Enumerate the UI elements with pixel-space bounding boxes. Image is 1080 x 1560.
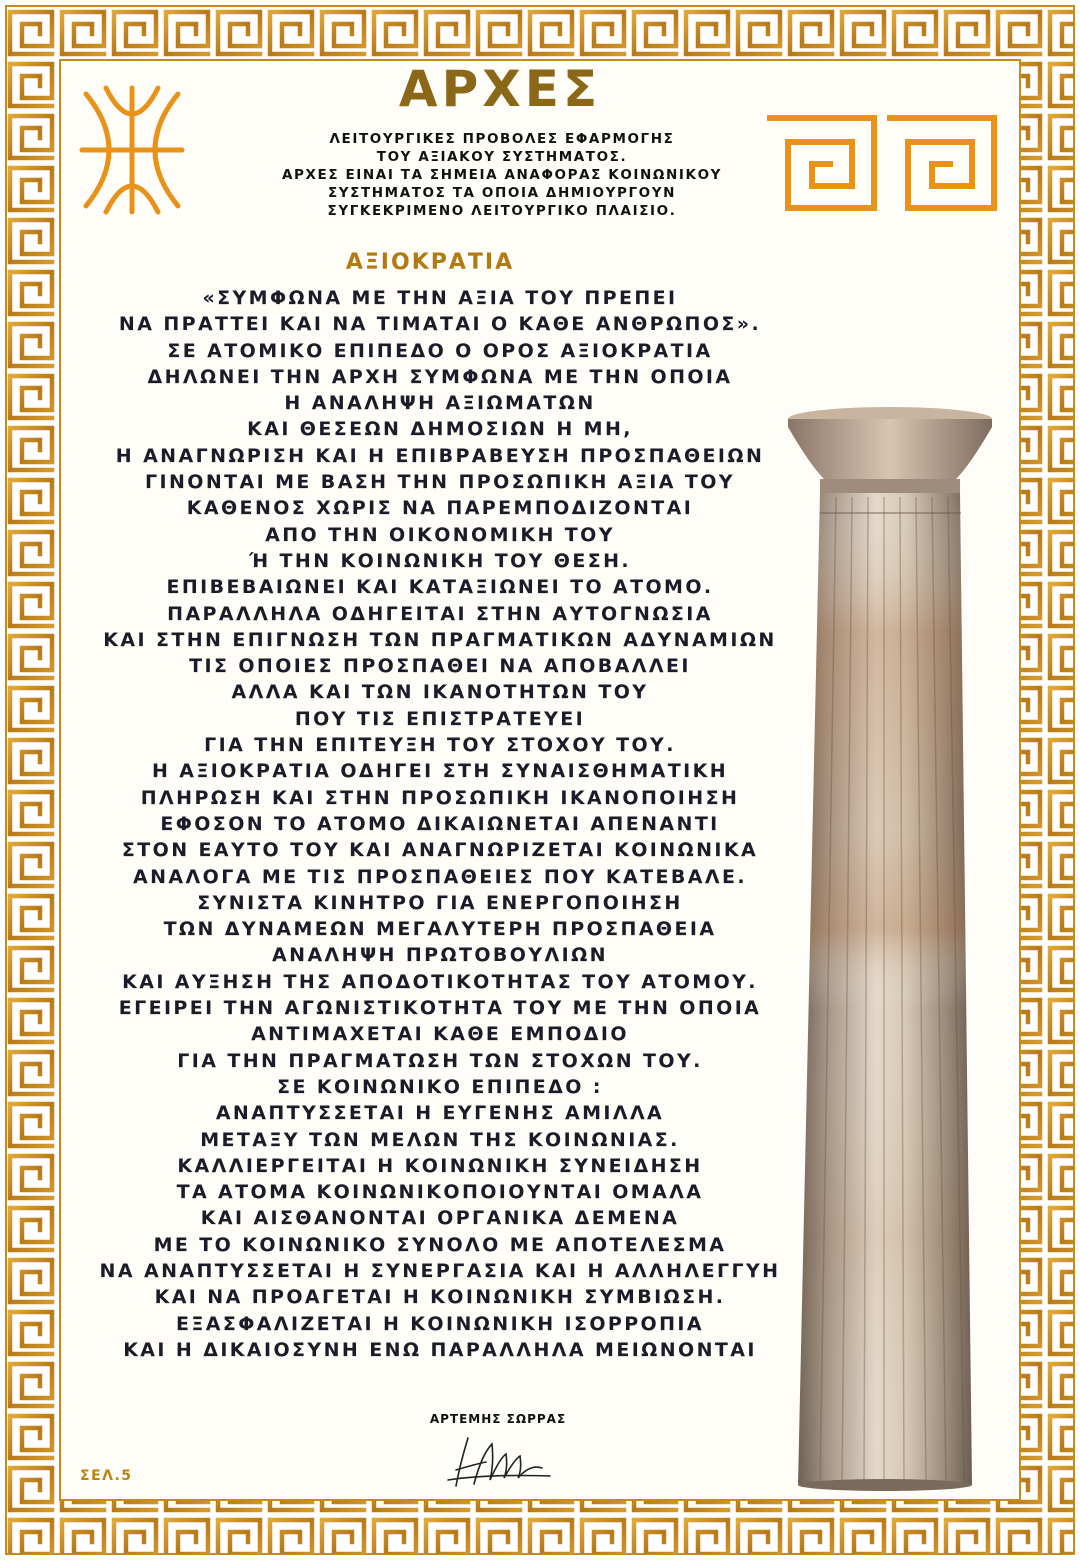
body-line: ΑΛΛΑ ΚΑΙ ΤΩΝ ΙΚΑΝΟΤΗΤΩΝ ΤΟΥ (231, 681, 649, 704)
intro-line: ΑΡΧΕΣ ΕΙΝΑΙ ΤΑ ΣΗΜΕΙΑ ΑΝΑΦΟΡΑΣ ΚΟΙΝΩΝΙΚΟΥ (281, 167, 723, 183)
body-line: ΠΑΡΑΛΛΗΛΑ ΟΔΗΓΕΙΤΑΙ ΣΤΗΝ ΑΥΤΟΓΝΩΣΙΑ (167, 602, 713, 625)
intro-line: ΛΕΙΤΟΥΡΓΙΚΕΣ ΠΡΟΒΟΛΕΣ ΕΦΑΡΜΟΓΗΣ (329, 131, 675, 147)
body-line: ΚΑΙ Η ΔΙΚΑΙΟΣΥΝΗ ΕΝΩ ΠΑΡΑΛΛΗΛΑ ΜΕΙΩΝΟΝΤΑΙ (123, 1338, 757, 1361)
body-line: ΕΠΙΒΕΒΑΙΩΝΕΙ ΚΑΙ ΚΑΤΑΞΙΩΝΕΙ ΤΟ ΑΤΟΜΟ. (166, 576, 714, 599)
body-line: ΚΑΛΛΙΕΡΓΕΙΤΑΙ Η ΚΟΙΝΩΝΙΚΗ ΣΥΝΕΙΔΗΣΗ (177, 1154, 703, 1177)
body-line: ΣΕ ΑΤΟΜΙΚΟ ΕΠΙΠΕΔΟ Ο ΟΡΟΣ ΑΞΙΟΚΡΑΤΙΑ (167, 339, 713, 362)
body-line: «ΣΥΜΦΩΝΑ ΜΕ ΤΗΝ ΑΞΙΑ ΤΟΥ ΠΡΕΠΕΙ (202, 287, 678, 309)
body-line: ΣΤΟΝ ΕΑΥΤΟ ΤΟΥ ΚΑΙ ΑΝΑΓΝΩΡΙΖΕΤΑΙ ΚΟΙΝΩΝΙΚΑ (121, 839, 759, 862)
body-line: ΑΝΑΠΤΥΣΣΕΤΑΙ Η ΕΥΓΕΝΗΣ ΑΜΙΛΛΑ (215, 1102, 665, 1125)
body-line: ΕΞΑΣΦΑΛΙΖΕΤΑΙ Η ΚΟΙΝΩΝΙΚΗ ΙΣΟΡΡΟΠΙΑ (175, 1312, 704, 1335)
body-line: Η ΑΝΑΓΝΩΡΙΣΗ ΚΑΙ Η ΕΠΙΒΡΑΒΕΥΣΗ ΠΡΟΣΠΑΘΕΙΩΝ (115, 444, 765, 467)
body-line: ΓΙΝΟΝΤΑΙ ΜΕ ΒΑΣΗ ΤΗΝ ΠΡΟΣΩΠΙΚΗ ΑΞΙΑ ΤΟΥ (145, 471, 735, 494)
body-line: ΤΙΣ ΟΠΟΙΕΣ ΠΡΟΣΠΑΘΕΙ ΝΑ ΑΠΟΒΑΛΛΕΙ (189, 655, 691, 678)
body-line: ΠΛΗΡΩΣΗ ΚΑΙ ΣΤΗΝ ΠΡΟΣΩΠΙΚΗ ΙΚΑΝΟΠΟΙΗΣΗ (140, 786, 740, 809)
body-line: ΜΕ ΤΟ ΚΟΙΝΩΝΙΚΟ ΣΥΝΟΛΟ ΜΕ ΑΠΟΤΕΛΕΣΜΑ (153, 1233, 727, 1256)
body-line: ΔΗΛΩΝΕΙ ΤΗΝ ΑΡΧΗ ΣΥΜΦΩΝΑ ΜΕ ΤΗΝ ΟΠΟΙΑ (147, 365, 733, 388)
signature (446, 1434, 556, 1490)
author-name: ΑΡΤΕΜΗΣ ΣΩΡΡΑΣ (429, 1412, 567, 1426)
star-symbol-icon (76, 80, 188, 220)
intro-line: ΣΥΣΤΗΜΑΤΟΣ ΤΑ ΟΠΟΙΑ ΔΗΜΙΟΥΡΓΟΥΝ (327, 185, 677, 201)
body-line: ΚΑΙ ΝΑ ΠΡΟΑΓΕΤΑΙ Η ΚΟΙΝΩΝΙΚΗ ΣΥΜΒΙΩΣΗ. (154, 1286, 726, 1309)
body-line: ΣΥΝΙΣΤΑ ΚΙΝΗΤΡΟ ΓΙΑ ΕΝΕΡΓΟΠΟΙΗΣΗ (197, 891, 683, 914)
body-line: ΚΑΘΕΝΟΣ ΧΩΡΙΣ ΝΑ ΠΑΡΕΜΠΟΔΙΖΟΝΤΑΙ (186, 497, 694, 520)
section-heading: ΑΞΙΟΚΡΑΤΙΑ (345, 250, 515, 275)
body-line: ΤΩΝ ΔΥΝΑΜΕΩΝ ΜΕΓΑΛΥΤΕΡΗ ΠΡΟΣΠΑΘΕΙΑ (163, 918, 717, 941)
section-body (60, 285, 820, 1363)
body-line: ΕΓΕΙΡΕΙ ΤΗΝ ΑΓΩΝΙΣΤΙΚΟΤΗΤΑ ΤΟΥ ΜΕ ΤΗΝ ΟΠΟΙΑ (118, 997, 762, 1020)
body-line: Η ΑΞΙΟΚΡΑΤΙΑ ΟΔΗΓΕΙ ΣΤΗ ΣΥΝΑΙΣΘΗΜΑΤΙΚΗ (151, 760, 729, 783)
body-line: Ή ΤΗΝ ΚΟΙΝΩΝΙΚΗ ΤΟΥ ΘΕΣΗ. (248, 549, 632, 572)
body-line: ΓΙΑ ΤΗΝ ΠΡΑΓΜΑΤΩΣΗ ΤΩΝ ΣΤΟΧΩΝ ΤΟΥ. (177, 1049, 703, 1072)
greek-key-icon (764, 114, 1000, 212)
body-line: Η ΑΝΑΛΗΨΗ ΑΞΙΩΜΑΤΩΝ (284, 392, 596, 415)
body-line: ΚΑΙ ΑΙΣΘΑΝΟΝΤΑΙ ΟΡΓΑΝΙΚΑ ΔΕΜΕΝΑ (200, 1207, 680, 1230)
body-line: ΝΑ ΠΡΑΤΤΕΙ ΚΑΙ ΝΑ ΤΙΜΑΤΑΙ Ο ΚΑΘΕ ΑΝΘΡΩΠΟΣ». (118, 313, 762, 336)
page-title: ΑΡΧΕΣ (398, 60, 602, 118)
body-line: ΝΑ ΑΝΑΠΤΥΣΣΕΤΑΙ Η ΣΥΝΕΡΓΑΣΙΑ ΚΑΙ Η ΑΛΛΗΛΕΓΓΥΗ (99, 1259, 781, 1282)
body-line: ΣΕ ΚΟΙΝΩΝΙΚΟ ΕΠΙΠΕΔΟ : (277, 1075, 603, 1098)
body-line: ΓΙΑ ΤΗΝ ΕΠΙΤΕΥΞΗ ΤΟΥ ΣΤΟΧΟΥ ΤΟΥ. (204, 734, 676, 757)
intro-line: ΤΟΥ ΑΞΙΑΚΟΥ ΣΥΣΤΗΜΑΤΟΣ. (376, 149, 628, 165)
body-line: ΚΑΙ ΣΤΗΝ ΕΠΙΓΝΩΣΗ ΤΩΝ ΠΡΑΓΜΑΤΙΚΩΝ ΑΔΥΝΑΜΙΩΝ (103, 628, 777, 651)
intro-text (232, 130, 772, 220)
body-line: ΜΕΤΑΞΥ ΤΩΝ ΜΕΛΩΝ ΤΗΣ ΚΟΙΝΩΝΙΑΣ. (200, 1128, 680, 1151)
body-line: ΑΝΤΙΜΑΧΕΤΑΙ ΚΑΘΕ ΕΜΠΟΔΙΟ (251, 1023, 629, 1046)
body-line: ΤΑ ΑΤΟΜΑ ΚΟΙΝΩΝΙΚΟΠΟΙΟΥΝΤΑΙ ΟΜΑΛΑ (176, 1181, 704, 1204)
intro-line: ΣΥΓΚΕΚΡΙΜΕΝΟ ΛΕΙΤΟΥΡΓΙΚΟ ΠΛΑΙΣΙΟ. (327, 203, 677, 219)
body-line: ΑΝΑΛΗΨΗ ΠΡΩΤΟΒΟΥΛΙΩΝ (272, 944, 608, 967)
body-line: ΕΦΟΣΟΝ ΤΟ ΑΤΟΜΟ ΔΙΚΑΙΩΝΕΤΑΙ ΑΠΕΝΑΝΤΙ (160, 812, 720, 835)
body-line: ΠΟΥ ΤΙΣ ΕΠΙΣΤΡΑΤΕΥΕΙ (294, 707, 586, 730)
body-line: ΚΑΙ ΘΕΣΕΩΝ ΔΗΜΟΣΙΩΝ Η ΜΗ, (247, 418, 633, 441)
page-number: ΣΕΛ.5 (80, 1468, 133, 1484)
body-line: ΑΝΑΛΟΓΑ ΜΕ ΤΙΣ ΠΡΟΣΠΑΘΕΙΕΣ ΠΟΥ ΚΑΤΕΒΑΛΕ. (133, 865, 747, 888)
body-line: ΑΠΟ ΤΗΝ ΟΙΚΟΝΟΜΙΚΗ ΤΟΥ (265, 523, 615, 546)
body-line: ΚΑΙ ΑΥΞΗΣΗ ΤΗΣ ΑΠΟΔΟΤΙΚΟΤΗΤΑΣ ΤΟΥ ΑΤΟΜΟΥ. (122, 970, 758, 993)
